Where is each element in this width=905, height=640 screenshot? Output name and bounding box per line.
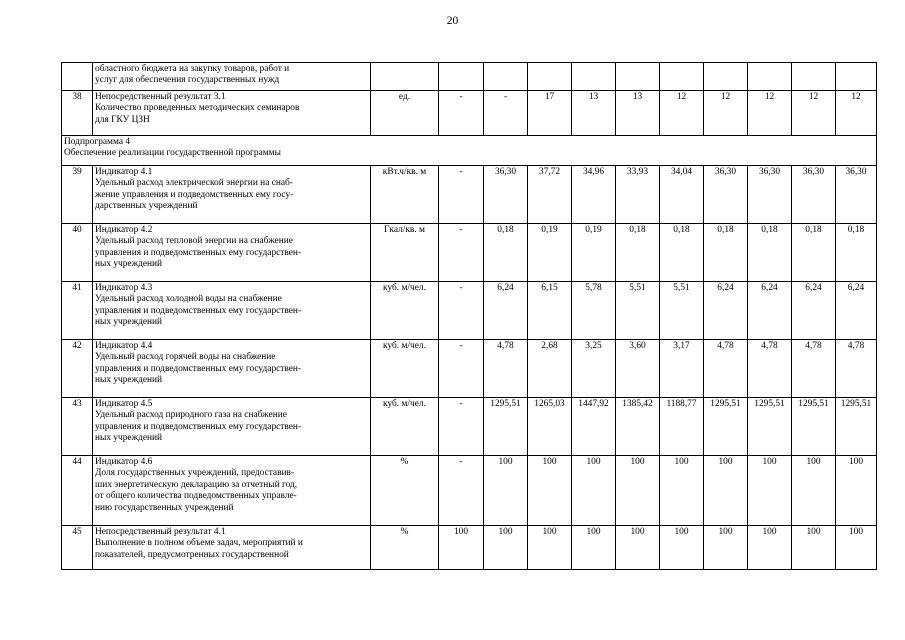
value-cell: 0,19 — [572, 224, 616, 282]
subprogram-heading: Подпрограмма 4 Обеспечение реализации государственной программы — [62, 136, 877, 166]
subprogram-row — [62, 136, 877, 166]
value-cell: 6,24 — [748, 282, 792, 340]
value-cell: 0,19 — [528, 224, 572, 282]
value-cell: 100 — [484, 456, 528, 526]
value-cell: 2,68 — [528, 340, 572, 398]
value-cell: 100 — [528, 456, 572, 526]
value-cell: 0,18 — [792, 224, 836, 282]
row-description: Индикатор 4.3 Удельный расход холодной воды на снабжение управления и подведомственных ему государствен- ных учреждений — [93, 282, 371, 340]
value-cell: 100 — [792, 526, 836, 570]
value-cell: 100 — [572, 526, 616, 570]
row-unit: ед. — [371, 91, 439, 136]
row-description: Индикатор 4.5 Удельный расход природного газа на снабжение управления и подведомственных ему государствен- ных учреждений — [93, 398, 371, 456]
value-cell: 36,30 — [484, 166, 528, 224]
table-row — [62, 63, 877, 91]
table-row — [62, 526, 877, 570]
row-unit: куб. м/чел. — [371, 340, 439, 398]
value-cell: 4,78 — [704, 340, 748, 398]
value-cell: - — [439, 398, 484, 456]
table-row — [62, 224, 877, 282]
table-row — [62, 282, 877, 340]
value-cell: 5,51 — [616, 282, 660, 340]
value-cell: 1295,51 — [836, 398, 877, 456]
value-cell: 4,78 — [484, 340, 528, 398]
value-cell: 100 — [704, 526, 748, 570]
value-cell: 6,24 — [484, 282, 528, 340]
value-cell: 100 — [572, 456, 616, 526]
value-cell: 100 — [748, 526, 792, 570]
row-number: 43 — [62, 398, 93, 456]
row-description: Непосредственный результат 4.1 Выполнение в полном объеме задач, мероприятий и показателей, предусмотренных государственной — [93, 526, 371, 570]
value-cell: 0,18 — [484, 224, 528, 282]
value-cell: 100 — [748, 456, 792, 526]
table-row — [62, 166, 877, 224]
row-number: 44 — [62, 456, 93, 526]
value-cell: 6,24 — [792, 282, 836, 340]
value-cell: 3,60 — [616, 340, 660, 398]
value-cell: 1295,51 — [748, 398, 792, 456]
row-unit: % — [371, 456, 439, 526]
value-cell: 100 — [616, 526, 660, 570]
value-cell: 4,78 — [748, 340, 792, 398]
value-cell: 0,18 — [704, 224, 748, 282]
value-cell: 33,93 — [616, 166, 660, 224]
row-number: 41 — [62, 282, 93, 340]
value-cell: 12 — [792, 91, 836, 136]
value-cell: 100 — [836, 526, 877, 570]
value-cell: 12 — [704, 91, 748, 136]
value-cell: 4,78 — [836, 340, 877, 398]
value-cell: 0,18 — [748, 224, 792, 282]
value-cell: - — [439, 166, 484, 224]
value-cell: 4,78 — [792, 340, 836, 398]
value-cell: 6,15 — [528, 282, 572, 340]
value-cell: 1188,77 — [660, 398, 704, 456]
value-cell: 36,30 — [792, 166, 836, 224]
row-number: 45 — [62, 526, 93, 570]
value-cell: 1265,03 — [528, 398, 572, 456]
value-cell: 6,24 — [836, 282, 877, 340]
value-cell: 0,18 — [616, 224, 660, 282]
row-unit: Гкал/кв. м — [371, 224, 439, 282]
value-cell: 100 — [704, 456, 748, 526]
row-unit: куб. м/чел. — [371, 398, 439, 456]
value-cell: 100 — [836, 456, 877, 526]
value-cell: 36,30 — [704, 166, 748, 224]
value-cell: 3,17 — [660, 340, 704, 398]
row-number: 40 — [62, 224, 93, 282]
row-unit: кВт.ч/кв. м — [371, 166, 439, 224]
row-description: Индикатор 4.4 Удельный расход горячей воды на снабжение управления и подведомственных ему государствен- ных учреждений — [93, 340, 371, 398]
value-cell: 1295,51 — [484, 398, 528, 456]
value-cell: - — [439, 282, 484, 340]
value-cell: 1385,42 — [616, 398, 660, 456]
row-description: Непосредственный результат 3.1 Количество проведенных методических семинаров для ГКУ ЦЗН — [93, 91, 371, 136]
value-cell: 1447,92 — [572, 398, 616, 456]
value-cell: 1295,51 — [704, 398, 748, 456]
value-cell: - — [484, 91, 528, 136]
value-cell: 0,18 — [660, 224, 704, 282]
value-cell: 3,25 — [572, 340, 616, 398]
value-cell: 0,18 — [836, 224, 877, 282]
row-description: областного бюджета на закупку товаров, работ и услуг для обеспечения государственных нужд — [93, 63, 371, 91]
value-cell: 36,30 — [748, 166, 792, 224]
value-cell: - — [439, 456, 484, 526]
value-cell: - — [439, 340, 484, 398]
row-description: Индикатор 4.2 Удельный расход тепловой энергии на снабжение управления и подведомственных ему государствен- ных учреждений — [93, 224, 371, 282]
value-cell: 13 — [572, 91, 616, 136]
table-row — [62, 456, 877, 526]
value-cell: 5,78 — [572, 282, 616, 340]
value-cell: 37,72 — [528, 166, 572, 224]
value-cell: 6,24 — [704, 282, 748, 340]
page-number: 20 — [446, 15, 459, 27]
table-row — [62, 340, 877, 398]
value-cell: 12 — [836, 91, 877, 136]
value-cell: 13 — [616, 91, 660, 136]
value-cell: 17 — [528, 91, 572, 136]
indicators-table — [61, 62, 877, 570]
value-cell: 12 — [748, 91, 792, 136]
row-number: 38 — [62, 91, 93, 136]
table-row — [62, 91, 877, 136]
value-cell: 100 — [439, 526, 484, 570]
value-cell: 34,04 — [660, 166, 704, 224]
row-unit: % — [371, 526, 439, 570]
value-cell: 36,30 — [836, 166, 877, 224]
row-description: Индикатор 4.6 Доля государственных учреждений, предоставив- ших энергетическую декларацию за отчетный год, от общего количества подведомственных управле- нию государственных учреждений — [93, 456, 371, 526]
value-cell: 100 — [660, 526, 704, 570]
table-row — [62, 398, 877, 456]
row-description: Индикатор 4.1 Удельный расход электрической энергии на снаб- жение управления и подведомственных ему госу- дарственных учреждений — [93, 166, 371, 224]
row-unit: куб. м/чел. — [371, 282, 439, 340]
value-cell: 100 — [528, 526, 572, 570]
value-cell: 100 — [484, 526, 528, 570]
row-number: 42 — [62, 340, 93, 398]
value-cell: 12 — [660, 91, 704, 136]
value-cell: 100 — [660, 456, 704, 526]
value-cell: 34,96 — [572, 166, 616, 224]
value-cell: 100 — [792, 456, 836, 526]
value-cell: 5,51 — [660, 282, 704, 340]
value-cell: - — [439, 91, 484, 136]
value-cell: 1295,51 — [792, 398, 836, 456]
value-cell: - — [439, 224, 484, 282]
value-cell: 100 — [616, 456, 660, 526]
row-number: 39 — [62, 166, 93, 224]
